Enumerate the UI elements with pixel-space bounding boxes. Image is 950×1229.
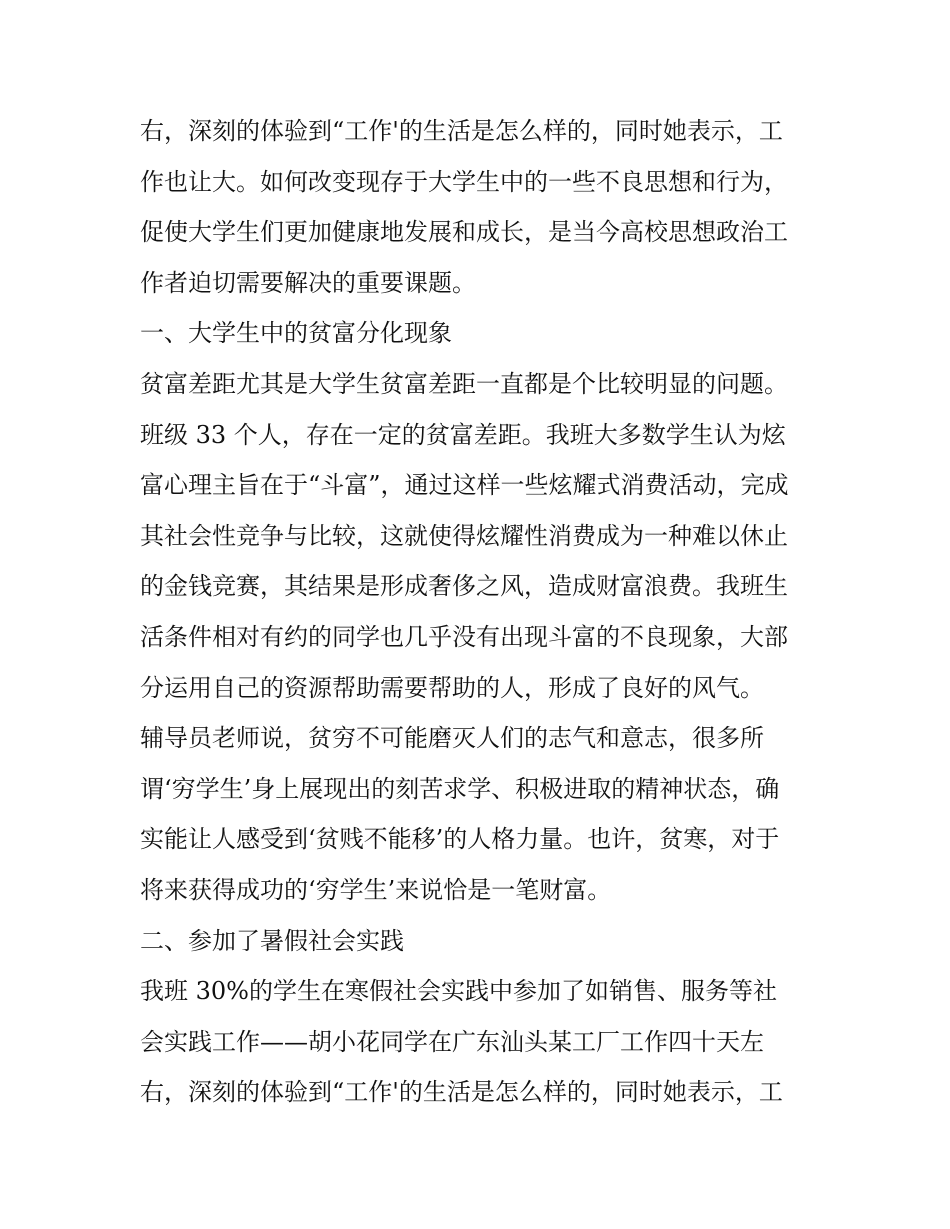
text-line: 作者迫切需要解决的重要课题。 — [140, 268, 476, 297]
text-line: 右，深刻的体验到“工作'的生活是怎么样的，同时她表示，工 — [140, 1078, 783, 1107]
section-heading-1: 一、大学生中的贫富分化现象 — [140, 319, 452, 348]
text-line: 分运用自己的资源帮助需要帮助的人，形成了良好的风气。 — [140, 673, 764, 702]
text-line: 将来获得成功的‘穷学生’来说恰是一笔财富。 — [140, 875, 612, 904]
text-line: 右，深刻的体验到“工作'的生活是怎么样的，同时她表示，工 — [140, 117, 783, 145]
text-line: 谓‘穷学生’身上展现出的刻苦求学、积极进取的精神状态，确 — [140, 774, 780, 803]
text-line: 的金钱竞赛，其结果是形成奢侈之风，造成财富浪费。我班生 — [140, 572, 788, 601]
text-line: 促使大学生们更加健康地发展和成长，是当今高校思想政治工 — [140, 218, 788, 247]
text-line: 实能让人感受到‘贫贱不能移’的人格力量。也许，贫寒，对于 — [140, 825, 780, 854]
text-line: 辅导员老师说，贫穷不可能磨灭人们的志气和意志，很多所 — [140, 724, 764, 753]
text-line: 班级 33 个人，存在一定的贫富差距。我班大多数学生认为炫 — [140, 420, 786, 449]
text-line: 贫富差距尤其是大学生贫富差距一直都是个比较明显的问题。 — [140, 369, 788, 398]
text-line: 活条件相对有约的同学也几乎没有出现斗富的不良现象，大部 — [140, 622, 788, 651]
section-heading-2: 二、参加了暑假社会实践 — [140, 926, 404, 955]
text-line: 富心理主旨在于“斗富”，通过这样一些炫耀式消费活动，完成 — [140, 471, 789, 500]
text-line: 我班 30%的学生在寒假社会实践中参加了如销售、服务等社 — [140, 977, 777, 1006]
text-line: 作也让大。如何改变现存于大学生中的一些不良思想和行为， — [140, 167, 788, 196]
text-line: 会实践工作——胡小花同学在广东汕头某工厂工作四十天左 — [140, 1027, 764, 1056]
text-line: 其社会性竞争与比较，这就使得炫耀性消费成为一种难以休止 — [140, 521, 788, 550]
body-text — [140, 106, 820, 1118]
